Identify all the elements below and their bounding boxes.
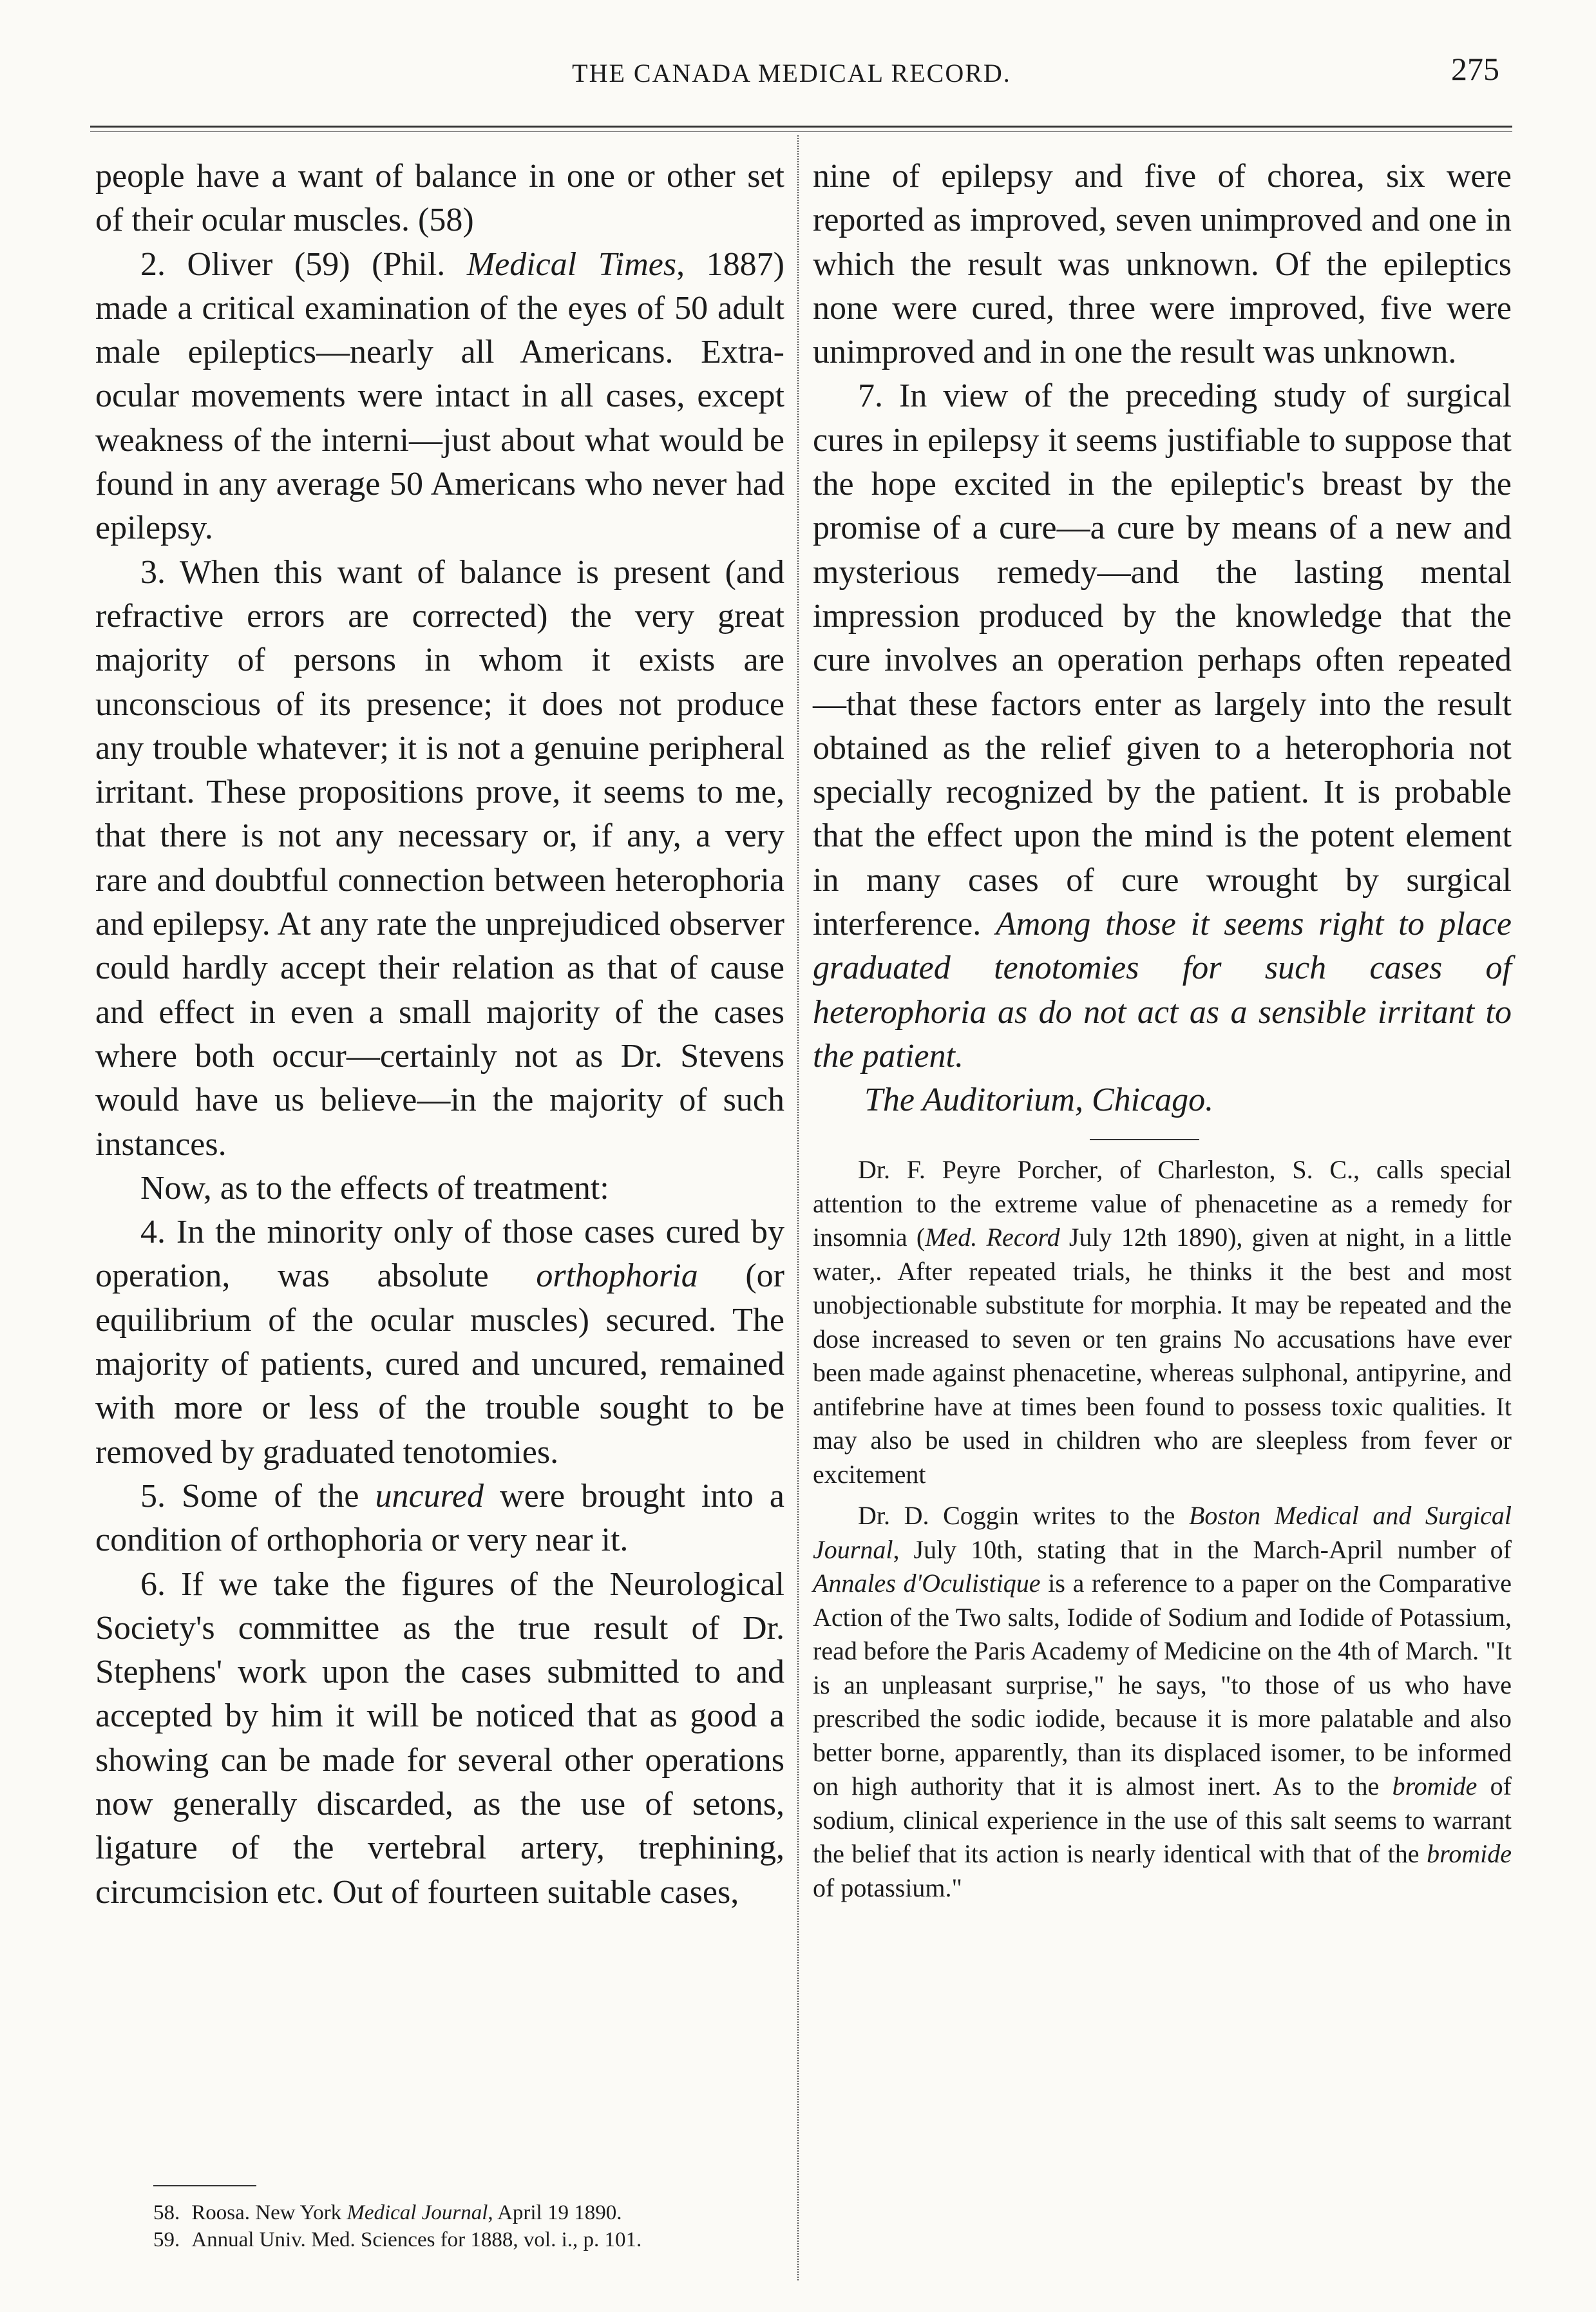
- emphasis: bromide: [1392, 1772, 1477, 1801]
- footnote-58: 58. Roosa. New York Medical Journal, April 19 1890.: [153, 2201, 622, 2224]
- header-rule: [90, 126, 1512, 132]
- section-rule: [1090, 1139, 1199, 1140]
- emphasis: uncured: [375, 1477, 484, 1514]
- paragraph: nine of epilepsy and five of chorea, six were reported as improved, seven unimproved and one in which the result was unknown. Of the epileptics none were cured, three were improved, five were unimproved and in one the result was unknown.: [813, 158, 1512, 371]
- author-signature: The Auditorium, Chicago.: [864, 1082, 1214, 1119]
- paragraph-point-3: 3. When this want of balance is present (and refractive errors are corrected) the very great majority of persons in whom it exists are unconscious of its presence; it does not produce any trouble whatever; it is not a genuine peripheral irritant. These propositions prove, it seems to me, that there is not any necessary or, if any, a very rare and doubtful connection between heterophoria and epilepsy. At any rate the unprejudiced observer could hardly accept their relation as that of cause and effect in even a small majority of the cases where both occur—certainly not as Dr. Stevens would have us believe—in the majority of such instances.: [95, 553, 784, 1163]
- paragraph-point-6: 6. If we take the figures of the Neurological Society's committee as the true result of Dr. Stephens' work upon the cases submitted to and accepted by him it will be noticed that as good a showing can be made for several other operations now generally discarded, as the use of setons, ligature of the vertebral artery, trephining, circumcision etc. Out of fourteen suitable cases,: [95, 1565, 784, 1911]
- footnotes: [153, 2185, 772, 2253]
- footnote-rule: [153, 2185, 256, 2186]
- footnote-59: 59. Annual Univ. Med. Sciences for 1888, vol. i., p. 101.: [153, 2228, 642, 2251]
- paragraph: Now, as to the effects of treatment:: [140, 1169, 609, 1207]
- news-item-phenacetine: Dr. F. Peyre Porcher, of Charleston, S. C., calls special attention to the extreme value of phenacetine as a remedy for insomnia (Med. Record July 12th 1890), given at night, in a little water,. After repeated trials, he thinks it the best and most unobjectionable substitute for morphia. It may be repeated and the dose increased to seven or ten grains No accusations have ever been made against phenacetine, whereas sulphonal, antipyrine, and antifebrine have at times been found to possess toxic qualities. It may also be used in children who are sleepless from fever or excitement: [813, 1155, 1512, 1489]
- page-number: 275: [1451, 51, 1499, 87]
- news-item-iodides: Dr. D. Coggin writes to the Boston Medical and Surgical Journal, July 10th, stating that in the March-April number of Annales d'Oculistique is a reference to a paper on the Comparative Action of the Two salts, Iodide of Sodium and Iodide of Potassium, read before the Paris Academy of Medicine on the 4th of March. "It is an unpleasant surprise," he says, "to those of us who have prescribed the sodic iodide, because it is more palatable and also better borne, apparently, than its displaced isomer, to be informed on high authority that it is almost inert. As to the bromide of sodium, clinical experience in the use of this salt seems to warrant the belief that its action is nearly identical with that of the bromide of potassium.": [813, 1501, 1512, 1902]
- paragraph-point-2: 2. Oliver (59) (Phil. Medical Times, 1887) made a critical examination of the eyes of 50 adult male epileptics—nearly all Americans. Extra-ocular movements were intact in all cases, except weakness of the interni—just about what would be found in any average 50 Americans who never had epilepsy.: [95, 245, 784, 547]
- paragraph-point-5: 5. Some of the uncured were brought into a condition of orthophoria or very near it.: [95, 1477, 784, 1559]
- right-column: [813, 155, 1512, 1905]
- emphasis: Annales d'Oculistique: [813, 1569, 1041, 1598]
- emphasis: bromide: [1427, 1839, 1512, 1869]
- column-divider: [797, 135, 799, 2280]
- emphasis: Med. Record: [925, 1223, 1060, 1252]
- left-column: [95, 155, 784, 1915]
- running-title: THE CANADA MEDICAL RECORD.: [572, 59, 1011, 88]
- emphasis: Among those it seems right to place graduated tenotomies for such cases of heterophoria as do not act as a sensible irritant to the patient.: [813, 906, 1512, 1075]
- emphasis: Medical Times: [466, 245, 677, 283]
- paragraph-point-4: 4. In the minority only of those cases cured by operation, was absolute orthophoria (or equilibrium of the ocular muscles) secured. The majority of patients, cured and uncured, remained with more or less of the trouble sought to be removed by graduated tenotomies.: [95, 1214, 784, 1471]
- running-head: [84, 50, 1499, 95]
- paragraph: people have a want of balance in one or other set of their ocular muscles. (58): [95, 158, 784, 239]
- emphasis: orthophoria: [536, 1257, 698, 1295]
- emphasis: Boston Medical and Surgical Journal: [813, 1501, 1512, 1564]
- paragraph-point-7: 7. In view of the preceding study of surgical cures in epilepsy it seems justifiable to suppose that the hope excited in the epileptic's breast by the promise of a cure—a cure by means of a new and mysterious remedy—and the lasting mental impression produced by the knowledge that the cure involves an operation perhaps often repeated—that these factors enter as largely into the result obtained as the relief given to a heterophoria not specially recognized by the patient. It is probable that the effect upon the mind is the potent element in many cases of cure wrought by surgical interference. Among those it seems right to place graduated tenotomies for such cases of heterophoria as do not act as a sensible irritant to the patient.: [813, 377, 1512, 1075]
